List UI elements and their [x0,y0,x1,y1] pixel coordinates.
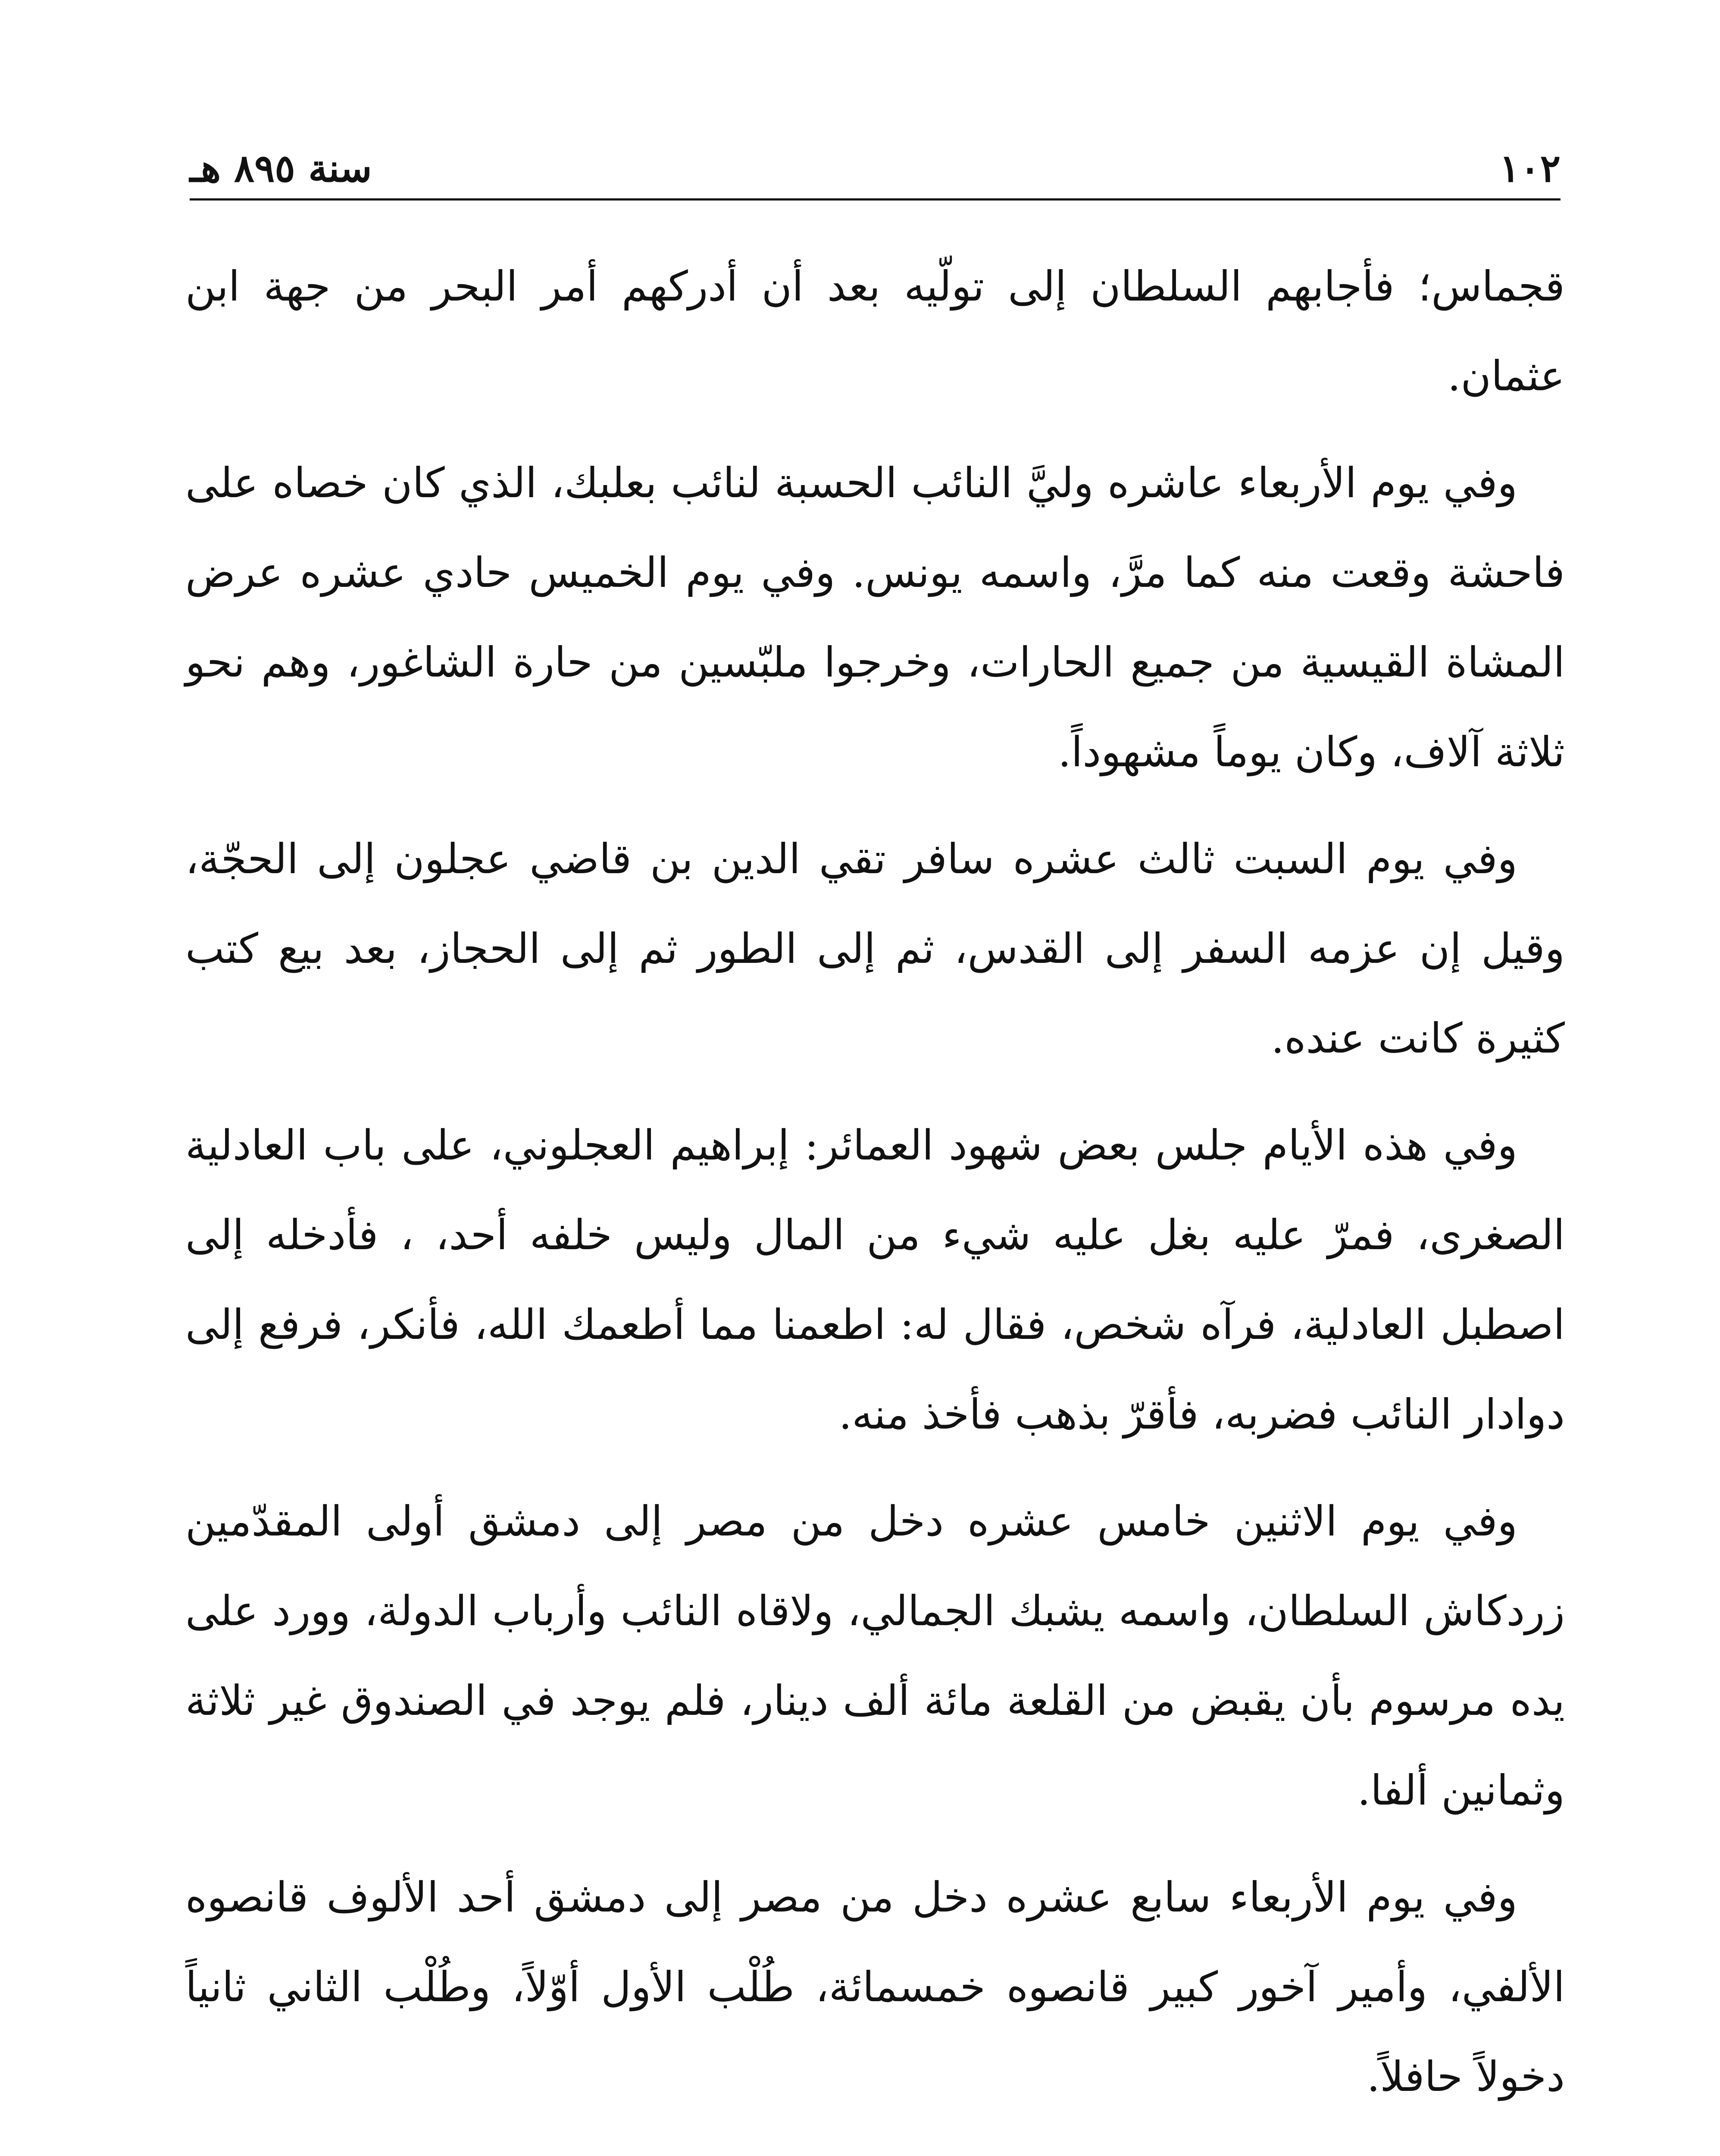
paragraph-6: وفي يوم الأربعاء سابع عشره دخل من مصر إلى دمشق أحد الألوف قانصوه الألفي، وأمير آخور كبير قانصوه خمسمائة، طُلْب الأول أوّلاً، وطُلْب الثاني ثانياً دخولاً حافلاً. [185,1873,1565,2101]
paragraph-4: وفي هذه الأيام جلس بعض شهود العمائر: إبراهيم العجلوني، على باب العادلية الصغرى، فمرّ عليه بغل عليه شيء من المال وليس خلفه أحد، ، فأدخله إلى اصطبل العادلية، فرآه شخص، فقال له: اطعمنا مما أطعمك الله، فأنكر، فرفع إلى دوادار النائب فضربه، فأقرّ بذهب فأخذ منه. [185,1121,1565,1438]
page-header [190,142,1561,201]
page-number: ١٠٢ [1499,146,1561,191]
paragraph-3: وفي يوم السبت ثالث عشره سافر تقي الدين بن قاضي عجلون إلى الحجّة، وقيل إن عزمه السفر إلى القدس، ثم إلى الطور ثم إلى الحجاز، بعد بيع كتب كثيرة كانت عنده. [185,835,1565,1062]
paragraph-1: قجماس؛ فأجابهم السلطان إلى تولّيه بعد أن أدركهم أمر البحر من جهة ابن عثمان. [185,262,1565,400]
paragraph-5: وفي يوم الاثنين خامس عشره دخل من مصر إلى دمشق أولى المقدّمين زردكاش السلطان، واسمه يشبك الجمالي، ولاقاه النائب وأرباب الدولة، وورد على يده مرسوم بأن يقبض من القلعة مائة ألف دينار، فلم يوجد في الصندوق غير ثلاثة وثمانين ألفا. [185,1497,1565,1814]
body-text [185,241,1565,2156]
running-head: سنة ٨٩٥ هـ [190,146,372,191]
paragraph-2: وفي يوم الأربعاء عاشره وليَّ النائب الحسبة لنائب بعلبك، الذي كان خصاه على فاحشة وقعت منه كما مرَّ، واسمه يونس. وفي يوم الخميس حادي عشره عرض المشاة القيسية من جميع الحارات، وخرجوا ملبّسين من حارة الشاغور، وهم نحو ثلاثة آلاف، وكان يوماً مشهوداً. [185,459,1565,776]
paragraph-7 [185,2139,1565,2156]
